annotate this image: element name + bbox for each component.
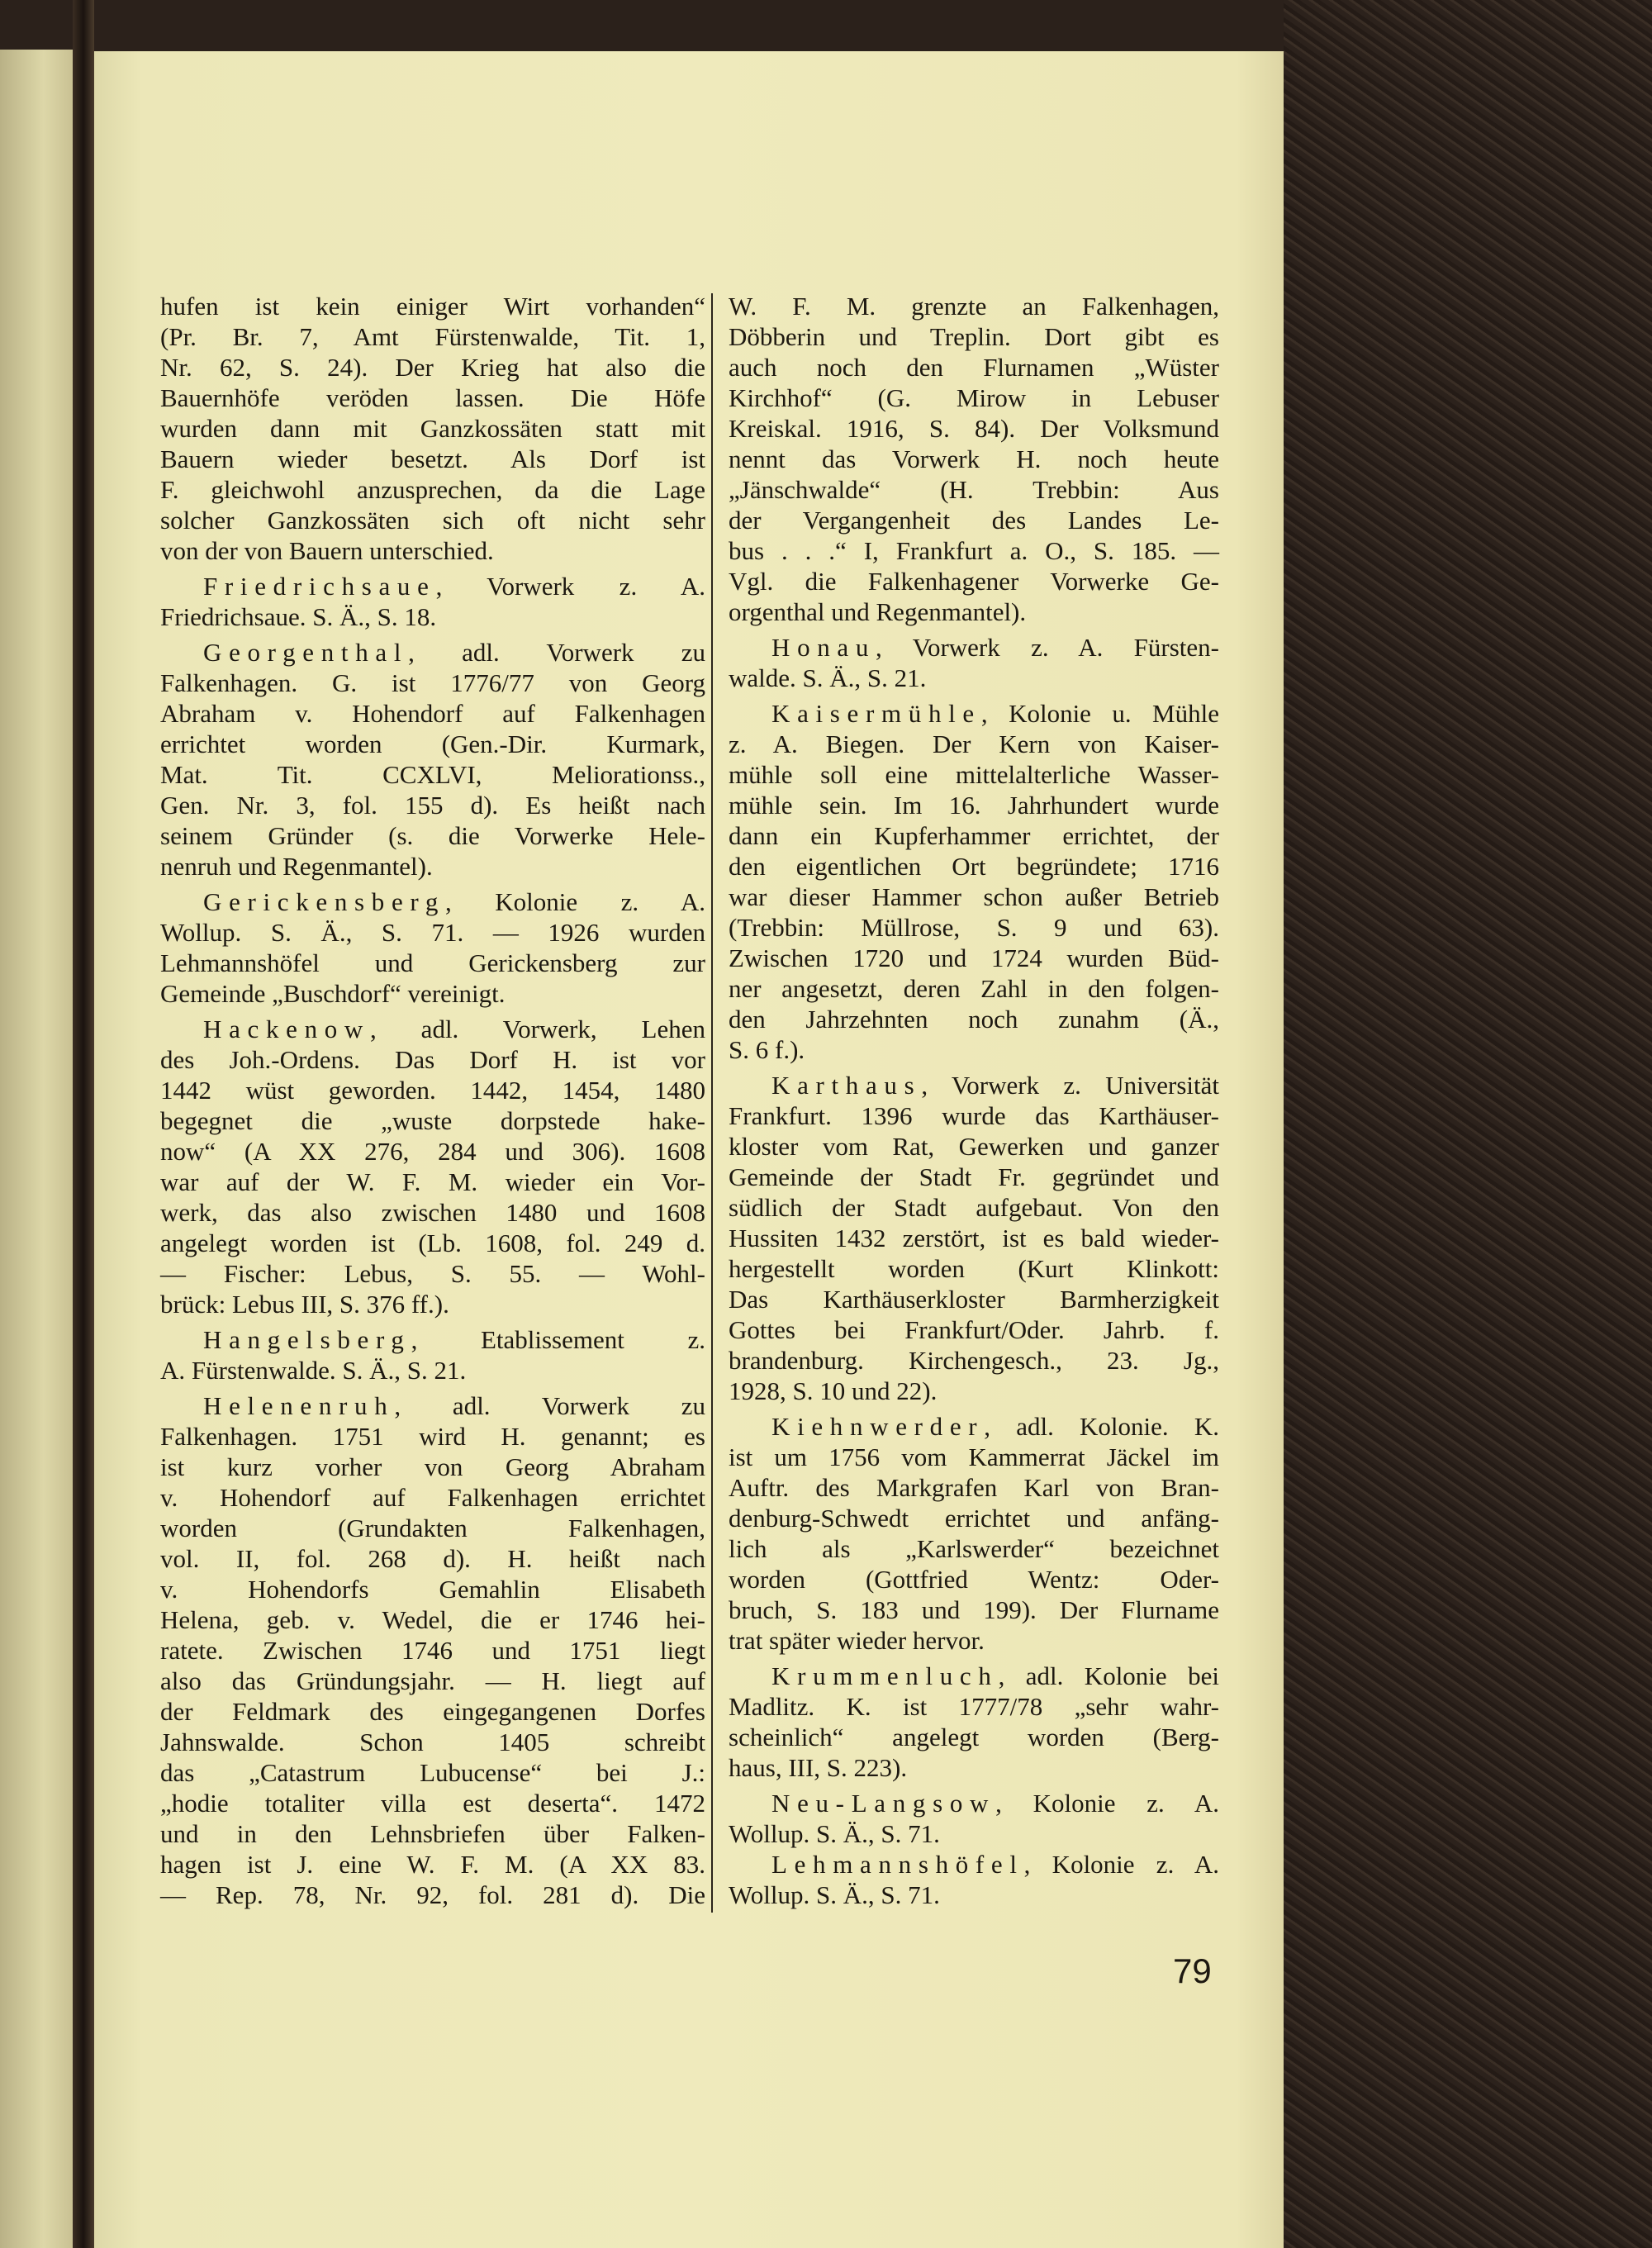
line-text: und in den Lehnsbriefen über Falken- [160,1819,705,1848]
line-text: werk, das also zwischen 1480 und 1608 [160,1198,705,1227]
text-line [160,1289,705,1319]
text-line [729,566,1219,596]
text-line [160,474,705,505]
text-line [729,1595,1219,1625]
text-line [160,352,705,383]
text-line [160,1421,705,1452]
line-text: dann ein Kupferhammer errichtet, der [729,821,1219,850]
text-line [160,383,705,413]
line-text: Gen. Nr. 3, fol. 155 d). Es heißt nach [160,791,705,820]
line-text: war auf der W. F. M. wieder ein Vor- [160,1167,705,1196]
entry-headword: Honau [771,633,876,662]
line-text: wurden dann mit Ganzkossäten statt mit [160,414,705,443]
line-text: auch noch den Flurnamen „Wüster [729,353,1219,382]
text-line [729,1162,1219,1192]
line-text: haus, III, S. 223). [729,1753,908,1782]
line-text: Helena, geb. v. Wedel, die er 1746 hei- [160,1605,705,1634]
text-line [160,1635,705,1666]
text-line [160,413,705,444]
line-text: 1442 wüst geworden. 1442, 1454, 1480 [160,1076,705,1105]
text-line [729,535,1219,566]
line-text: z. A. Biegen. Der Kern von Kaiser- [729,730,1219,758]
text-line [729,973,1219,1004]
text-line [729,505,1219,535]
line-text: nenruh und Regenmantel). [160,852,433,881]
text-line [729,1625,1219,1656]
text-line [160,1044,705,1075]
text-line [729,1314,1219,1345]
entry-headword: Kaisermühle [771,699,981,728]
left-text-column [160,291,705,1910]
line-text: 1928, S. 10 und 22). [729,1376,938,1405]
text-line [729,882,1219,912]
line-text: orgenthal und Regenmantel). [729,597,1027,626]
line-text: worden (Grundakten Falkenhagen, [160,1514,705,1542]
text-line [160,535,705,566]
text-line [160,1355,705,1385]
entry-headword: Georgenthal [203,638,409,667]
text-line [160,1197,705,1228]
line-text: kloster vom Rat, Gewerken und ganzer [729,1132,1219,1161]
text-line [160,668,705,698]
line-text: , adl. Kolonie. K. [984,1412,1219,1441]
line-text: Falkenhagen. 1751 wird H. genannt; es [160,1422,705,1451]
text-line [729,1564,1219,1595]
line-text: Madlitz. K. ist 1777/78 „sehr wahr- [729,1692,1219,1721]
text-line [160,1075,705,1105]
text-line [729,1722,1219,1752]
book-binding [1284,0,1652,2248]
text-line [160,1136,705,1167]
line-text: Gemeinde der Stadt Fr. gegründet und [729,1162,1219,1191]
line-text: vol. II, fol. 268 d). H. heißt nach [160,1544,705,1573]
line-text: von der von Bauern unterschied. [160,536,494,565]
text-line [160,1849,705,1880]
text-line [160,505,705,535]
line-text: — Fischer: Lebus, S. 55. — Wohl- [160,1259,705,1288]
line-text: A. Fürstenwalde. S. Ä., S. 21. [160,1356,467,1385]
line-text: den eigentlichen Ort begründete; 1716 [729,852,1219,881]
line-text: , Kolonie u. Mühle [980,699,1219,728]
text-line [729,1818,1219,1849]
line-text: Bauernhöfe veröden lassen. Die Höfe [160,383,705,412]
entry-headline [729,698,1219,729]
text-line [160,948,705,978]
text-line [729,413,1219,444]
line-text: (Pr. Br. 7, Amt Fürstenwalde, Tit. 1, [160,322,705,351]
line-text: walde. S. Ä., S. 21. [729,663,927,692]
entry-headline [160,1014,705,1044]
line-text: F. gleichwohl anzusprechen, da die Lage [160,475,705,504]
line-text: , Vorwerk z. A. [435,572,705,601]
line-text: mühle sein. Im 16. Jahrhundert wurde [729,791,1219,820]
entry-headword: Gerickensberg [203,887,446,916]
line-text: , adl. Kolonie bei [998,1661,1219,1690]
line-text: , Kolonie z. A. [445,887,705,916]
line-text: ner angesetzt, deren Zahl in den folgen- [729,974,1219,1003]
line-text: bruch, S. 183 und 199). Der Flurname [729,1595,1219,1624]
entry-headline [729,632,1219,663]
page-number: 79 [1173,1951,1212,1990]
text-line [160,698,705,729]
entry-headline [160,886,705,917]
text-line [160,1482,705,1513]
line-text: Wollup. S. Ä., S. 71. [729,1880,940,1909]
text-line [160,1727,705,1757]
line-text: , Kolonie z. A. [995,1789,1219,1818]
line-text: südlich der Stadt aufgebaut. Von den [729,1193,1219,1222]
text-line [160,1788,705,1818]
line-text: Kirchhof“ (G. Mirow in Lebuser [729,383,1219,412]
text-line [160,1666,705,1696]
text-line [160,1574,705,1604]
line-text: brück: Lebus III, S. 376 ff.). [160,1290,449,1319]
text-line [160,1258,705,1289]
text-line [729,383,1219,413]
line-text: Lehmannshöfel und Gerickensberg zur [160,948,705,977]
text-line [729,851,1219,882]
text-line [729,291,1219,321]
line-text: Abraham v. Hohendorf auf Falkenhagen [160,699,705,728]
line-text: Wollup. S. Ä., S. 71. — 1926 wurden [160,918,705,947]
text-line [160,1696,705,1727]
text-line [160,1452,705,1482]
line-text: S. 6 f.). [729,1035,805,1064]
entry-headword: Hangelsberg [203,1325,411,1354]
line-text: , Etablissement z. [411,1325,705,1354]
entry-headword: Hackenow [203,1015,370,1043]
line-text: trat später wieder hervor. [729,1626,985,1655]
text-line [729,1284,1219,1314]
line-text: v. Hohendorf auf Falkenhagen errichtet [160,1483,705,1512]
facing-page-edge [0,50,73,2248]
line-text: solcher Ganzkossäten sich oft nicht sehr [160,506,705,535]
text-line [160,759,705,790]
line-text: Bauern wieder besetzt. Als Dorf ist [160,444,705,473]
line-text: , Vorwerk z. Universität [921,1071,1219,1100]
text-line [160,820,705,851]
text-line [729,596,1219,627]
line-text: hergestellt worden (Kurt Klinkott: [729,1254,1219,1283]
text-line [160,1228,705,1258]
line-text: der Vergangenheit des Landes Le- [729,506,1219,535]
entry-headword: Karthaus [771,1071,922,1100]
line-text: Falkenhagen. G. ist 1776/77 von Georg [160,668,705,697]
line-text: Vgl. die Falkenhagener Vorwerke Ge- [729,567,1219,596]
line-text: , adl. Vorwerk zu [408,638,705,667]
text-line [160,1167,705,1197]
line-text: denburg-Schwedt errichtet und anfäng- [729,1504,1219,1533]
entry-headword: Neu-Langsow [771,1789,996,1818]
book-gutter [73,0,94,2248]
text-line [729,1192,1219,1223]
text-line [729,1880,1219,1910]
right-text-column [729,291,1219,1910]
text-line [160,321,705,352]
text-line [729,1376,1219,1406]
line-text: Jahnswalde. Schon 1405 schreibt [160,1728,705,1756]
line-text: worden (Gottfried Wentz: Oder- [729,1565,1219,1594]
text-line [729,1223,1219,1253]
text-line [160,1543,705,1574]
entry-headline [160,1324,705,1355]
text-line [160,1880,705,1910]
text-line [729,1691,1219,1722]
text-line [729,444,1219,474]
entry-headword: Kiehnwerder [771,1412,985,1441]
text-line [729,1533,1219,1564]
entry-headline [729,1788,1219,1818]
text-line [729,759,1219,790]
text-line [729,912,1219,943]
text-line [729,1442,1219,1472]
line-text: Gottes bei Frankfurt/Oder. Jahrb. f. [729,1315,1219,1344]
line-text: W. F. M. grenzte an Falkenhagen, [729,292,1219,321]
line-text: Friedrichsaue. S. Ä., S. 18. [160,602,437,631]
line-text: das „Catastrum Lubucense“ bei J.: [160,1758,705,1787]
line-text: , Vorwerk z. A. Fürsten- [876,633,1219,662]
text-line [729,474,1219,505]
line-text: Wollup. S. Ä., S. 71. [729,1819,940,1848]
entry-headword: Lehmannshöfel [771,1850,1024,1879]
line-text: des Joh.-Ordens. Das Dorf H. ist vor [160,1045,705,1074]
line-text: Döbberin und Treplin. Dort gibt es [729,322,1219,351]
line-text: lich als „Karlswerder“ bezeichnet [729,1534,1219,1563]
text-line [729,729,1219,759]
text-line [729,1752,1219,1783]
line-text: Nr. 62, S. 24). Der Krieg hat also die [160,353,705,382]
entry-headline [160,571,705,601]
text-line [160,1757,705,1788]
line-text: mühle soll eine mittelalterliche Wasser- [729,760,1219,789]
text-line [729,1253,1219,1284]
line-text: now“ (A XX 276, 284 und 306). 1608 [160,1137,705,1166]
text-line [160,851,705,882]
entry-headword: Helenenruh [203,1391,395,1420]
line-text: Gemeinde „Buschdorf“ vereinigt. [160,979,506,1008]
entry-headline [729,1411,1219,1442]
text-line [160,917,705,948]
text-line [729,352,1219,383]
entry-headword: Krummenluch [771,1661,999,1690]
line-text: ratete. Zwischen 1746 und 1751 liegt [160,1636,705,1665]
line-text: Auftr. des Markgrafen Karl von Bran- [729,1473,1219,1502]
entry-headline [729,1661,1219,1691]
entry-headword: Friedrichsaue [203,572,436,601]
entry-headline [160,1390,705,1421]
text-line [160,1105,705,1136]
line-text: , Kolonie z. A. [1023,1850,1219,1879]
text-line [729,943,1219,973]
line-text: ist um 1756 vom Kammerrat Jäckel im [729,1442,1219,1471]
text-line [729,1004,1219,1034]
text-line [160,1604,705,1635]
text-line [729,1131,1219,1162]
text-line [729,1503,1219,1533]
text-line [729,321,1219,352]
line-text: war dieser Hammer schon außer Betrieb [729,882,1219,911]
text-line [729,790,1219,820]
text-line [160,1818,705,1849]
line-text: v. Hohendorfs Gemahlin Elisabeth [160,1575,705,1604]
line-text: „hodie totaliter villa est deserta“. 1472 [160,1789,705,1818]
line-text: scheinlich“ angelegt worden (Berg- [729,1723,1219,1751]
text-line [160,601,705,632]
entry-headline [729,1070,1219,1100]
text-line [729,1345,1219,1376]
text-line [729,820,1219,851]
line-text: Mat. Tit. CCXLVI, Meliorationss., [160,760,705,789]
line-text: Frankfurt. 1396 wurde das Karthäuser- [729,1101,1219,1130]
line-text: errichtet worden (Gen.-Dir. Kurmark, [160,730,705,758]
text-line [160,729,705,759]
line-text: „Jänschwalde“ (H. Trebbin: Aus [729,475,1219,504]
line-text: den Jahrzehnten noch zunahm (Ä., [729,1005,1219,1034]
line-text: also das Gründungsjahr. — H. liegt auf [160,1666,705,1695]
text-line [729,1472,1219,1503]
line-text: Hussiten 1432 zerstört, ist es bald wieder- [729,1224,1219,1252]
line-text: Das Karthäuserkloster Barmherzigkeit [729,1285,1219,1314]
line-text: (Trebbin: Müllrose, S. 9 und 63). [729,913,1219,942]
line-text: der Feldmark des eingegangenen Dorfes [160,1697,705,1726]
text-line [160,444,705,474]
text-line [160,790,705,820]
text-line [729,1100,1219,1131]
line-text: , adl. Vorwerk zu [394,1391,705,1420]
line-text: , adl. Vorwerk, Lehen [370,1015,705,1043]
line-text: brandenburg. Kirchengesch., 23. Jg., [729,1346,1219,1375]
text-line [729,663,1219,693]
line-text: nennt das Vorwerk H. noch heute [729,444,1219,473]
entry-headline [729,1849,1219,1880]
entry-headline [160,637,705,668]
column-divider [711,293,713,1913]
line-text: ist kurz vorher von Georg Abraham [160,1452,705,1481]
line-text: hagen ist J. eine W. F. M. (A XX 83. [160,1850,705,1879]
text-line [160,291,705,321]
text-line [160,1513,705,1543]
text-line [160,978,705,1009]
text-line [729,1034,1219,1065]
line-text: — Rep. 78, Nr. 92, fol. 281 d). Die [160,1880,705,1909]
line-text: seinem Gründer (s. die Vorwerke Hele- [160,821,705,850]
line-text: angelegt worden ist (Lb. 1608, fol. 249 d. [160,1229,705,1257]
line-text: bus . . .“ I, Frankfurt a. O., S. 185. — [729,536,1219,565]
line-text: Kreiskal. 1916, S. 84). Der Volksmund [729,414,1219,443]
line-text: hufen ist kein einiger Wirt vorhanden“ [160,292,705,321]
line-text: begegnet die „wuste dorpstede hake- [160,1106,705,1135]
line-text: Zwischen 1720 und 1724 wurden Büd- [729,943,1219,972]
